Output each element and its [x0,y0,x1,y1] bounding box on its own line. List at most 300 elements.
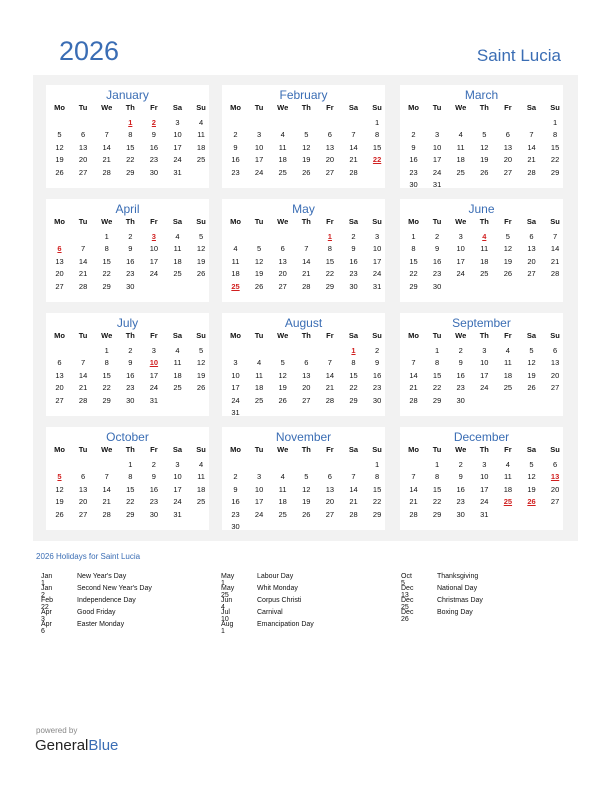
day-cell: 25 [254,395,264,405]
holiday-name: National Day [437,585,478,592]
weekday-label: We [455,103,467,112]
weekday-label: Mo [230,217,241,226]
day-cell: 23 [349,269,358,279]
day-cell: 6 [505,130,510,140]
day-cell: 1 [435,346,440,355]
day-cell: 28 [349,509,358,519]
day-cell: 22 [349,383,358,393]
holidays-title: 2026 Holidays for Saint Lucia [36,552,141,561]
day-cell: 14 [302,256,311,266]
weekday-label: We [277,445,289,454]
day-cell: 10 [254,484,264,494]
day-cell: 14 [527,142,536,152]
day-cell: 30 [409,180,418,189]
day-cell: 25 [456,167,465,177]
day-cell: 6 [304,358,309,368]
day-cell: 17 [254,497,264,507]
day-cell: 26 [55,509,64,519]
weekday-label: Th [479,217,489,226]
day-cell: 10 [254,142,264,152]
day-cell: 27 [78,167,88,177]
weekday-label: Su [550,331,560,340]
weekday-label: Fr [504,331,512,340]
day-cell: 7 [351,130,356,140]
day-cell: 23 [456,383,465,393]
weekday-label: Fr [326,331,334,340]
weekday-label: Mo [54,103,65,112]
day-cell: 14 [78,370,88,380]
day-cell: 26 [196,383,206,393]
day-cell: 7 [104,472,109,482]
day-cell: 30 [456,509,465,519]
holiday-day: 5 [57,472,62,482]
day-cell: 25 [278,167,287,177]
day-cell: 26 [55,167,64,177]
month-name: November [275,430,332,444]
day-cell: 20 [325,497,335,507]
day-cell: 19 [503,256,513,266]
weekday-label: Sa [172,331,183,340]
day-cell: 17 [149,370,159,380]
weekday-label: Su [550,103,560,112]
day-cell: 5 [280,358,285,368]
day-cell: 21 [78,383,88,393]
weekday-label: Th [301,103,311,112]
day-cell: 11 [503,358,512,368]
day-cell: 3 [482,460,487,469]
day-cell: 21 [409,383,418,393]
weekday-label: Sa [348,103,359,112]
day-cell: 9 [458,358,463,368]
day-cell: 20 [55,383,64,393]
day-cell: 18 [278,497,287,507]
day-cell: 12 [278,370,287,380]
day-cell: 21 [102,155,111,165]
weekday-label: Sa [526,217,537,226]
day-cell: 14 [409,370,418,380]
weekday-label: Th [301,217,311,226]
holiday-name: Good Friday [77,609,116,616]
day-cell: 29 [126,509,135,519]
day-cell: 16 [149,142,159,152]
day-cell: 28 [78,281,88,291]
weekday-label: Tu [78,103,88,112]
weekday-label: Sa [526,103,537,112]
logo-blue: Blue [88,737,119,754]
day-cell: 16 [149,484,159,494]
day-cell: 13 [55,256,64,266]
day-cell: 13 [78,484,88,494]
weekday-label: Tu [254,445,264,454]
day-cell: 5 [482,130,487,140]
day-cell: 18 [196,484,206,494]
day-cell: 10 [173,472,182,482]
day-cell: 17 [254,155,264,165]
day-cell: 18 [503,484,513,494]
weekday-label: Sa [348,217,359,226]
day-cell: 21 [325,383,335,393]
day-cell: 4 [257,358,262,368]
holiday-day: 1 [351,346,356,355]
weekday-label: Sa [172,217,183,226]
day-cell: 14 [349,484,358,494]
day-cell: 3 [435,130,440,140]
holiday-date: Jan 1 [41,573,53,587]
day-cell: 23 [231,167,240,177]
day-cell: 15 [372,484,382,494]
day-cell: 15 [102,256,111,266]
holiday-day: 26 [527,497,536,507]
day-cell: 18 [456,155,465,165]
day-cell: 4 [233,244,238,254]
weekday-label: Mo [408,103,419,112]
day-cell: 28 [302,281,311,291]
day-cell: 19 [55,497,64,507]
day-cell: 5 [57,130,62,140]
day-cell: 25 [503,383,513,393]
day-cell: 8 [435,472,440,482]
day-cell: 16 [126,256,135,266]
day-cell: 5 [304,130,309,140]
day-cell: 27 [78,509,88,519]
day-cell: 19 [302,155,311,165]
weekday-header [222,445,385,457]
day-cell: 24 [231,395,240,405]
weekday-label: We [101,103,113,112]
holiday-date: Dec 26 [401,609,414,623]
day-cell: 28 [550,269,560,279]
day-cell: 29 [349,395,358,405]
day-cell: 24 [372,269,382,279]
day-cell: 13 [325,142,335,152]
day-cell: 11 [231,256,240,266]
weekday-label: Tu [254,217,264,226]
day-cell: 8 [435,358,440,368]
day-cell: 25 [196,155,206,165]
day-cell: 24 [149,383,159,393]
day-cell: 27 [302,395,311,405]
day-cell: 1 [128,460,133,469]
holiday-date: Dec 13 [401,585,414,599]
day-cell: 27 [55,395,64,405]
day-cell: 1 [104,346,109,355]
day-cell: 14 [409,484,418,494]
holiday-name: Boxing Day [437,609,473,616]
day-cell: 19 [55,155,64,165]
day-cell: 12 [527,358,536,368]
weekday-header [222,103,385,115]
day-cell: 11 [480,244,489,254]
day-cell: 3 [458,232,463,241]
weekday-label: Su [372,331,382,340]
day-cell: 15 [126,142,135,152]
day-cell: 29 [102,281,111,291]
day-cell: 23 [231,509,240,519]
weekday-label: Tu [432,445,442,454]
month-name: June [468,202,495,216]
day-cell: 5 [257,244,262,254]
day-cell: 31 [149,395,159,405]
month-name: February [279,88,328,102]
day-cell: 12 [196,358,206,368]
weekday-header [400,103,563,115]
day-cell: 26 [302,509,311,519]
weekday-label: We [101,445,113,454]
day-cell: 30 [349,281,358,291]
day-cell: 19 [278,383,287,393]
day-cell: 14 [78,256,88,266]
day-cell: 29 [432,395,442,405]
day-cell: 30 [149,509,159,519]
day-cell: 15 [349,370,358,380]
day-cell: 10 [173,130,182,140]
month-name: August [284,316,323,330]
day-cell: 22 [550,155,560,165]
day-cell: 5 [199,232,204,241]
day-cell: 19 [527,370,536,380]
day-cell: 25 [173,269,182,279]
day-cell: 27 [550,497,560,507]
day-cell: 28 [527,167,536,177]
month-june [400,199,563,302]
day-cell: 5 [529,460,534,469]
day-cell: 19 [527,484,536,494]
day-cell: 19 [302,497,311,507]
day-cell: 28 [409,509,418,519]
weekday-label: Fr [150,217,158,226]
weekday-label: Mo [54,445,65,454]
day-cell: 15 [102,370,111,380]
weekday-label: Tu [78,445,88,454]
weekday-label: Sa [348,445,359,454]
day-cell: 28 [102,509,111,519]
weekday-header [46,445,209,457]
day-cell: 23 [126,383,135,393]
day-cell: 21 [409,497,418,507]
day-cell: 22 [126,497,135,507]
day-cell: 11 [456,142,465,152]
day-cell: 1 [375,460,380,469]
month-april [46,199,209,302]
day-cell: 31 [231,408,240,417]
holiday-name: Christmas Day [437,597,483,604]
weekday-label: Fr [504,445,512,454]
day-cell: 28 [102,167,111,177]
holiday-name: Thanksgiving [437,573,479,580]
day-cell: 2 [411,130,416,140]
month-name: October [106,430,149,444]
month-name: April [115,202,140,216]
day-cell: 20 [325,155,335,165]
day-cell: 25 [480,269,489,279]
weekday-label: Su [372,103,382,112]
day-cell: 23 [149,497,159,507]
holiday-date: Aug 1 [221,621,234,635]
month-july [46,313,209,416]
holiday-name: Easter Monday [77,621,125,628]
day-cell: 6 [529,232,534,241]
day-cell: 31 [173,167,182,177]
day-cell: 2 [435,232,440,241]
day-cell: 10 [480,472,489,482]
day-cell: 17 [456,256,465,266]
day-cell: 20 [550,484,560,494]
month-november [222,427,385,530]
month-december [400,427,563,530]
holiday-day: 25 [503,497,513,507]
holiday-date: Apr 3 [41,609,52,623]
day-cell: 22 [325,269,335,279]
day-cell: 21 [102,497,111,507]
day-cell: 24 [456,269,465,279]
day-cell: 30 [372,395,382,405]
day-cell: 19 [196,256,206,266]
day-cell: 28 [349,167,358,177]
weekday-header [400,331,563,343]
holiday-date: Oct 5 [401,573,412,587]
day-cell: 5 [529,346,534,355]
day-cell: 18 [503,370,513,380]
weekday-label: Tu [432,103,442,112]
holiday-name: New Year's Day [77,573,127,580]
day-cell: 4 [280,130,285,140]
day-cell: 17 [173,484,182,494]
day-cell: 12 [480,142,489,152]
weekday-label: Mo [54,217,65,226]
weekday-label: We [101,217,113,226]
day-cell: 21 [302,269,311,279]
day-cell: 4 [505,346,510,355]
day-cell: 7 [304,244,309,254]
weekday-label: Sa [526,331,537,340]
day-cell: 9 [458,472,463,482]
day-cell: 28 [78,395,88,405]
day-cell: 27 [503,167,513,177]
day-cell: 2 [458,460,463,469]
day-cell: 9 [151,472,156,482]
day-cell: 18 [278,155,287,165]
day-cell: 6 [81,130,86,140]
day-cell: 15 [409,256,418,266]
day-cell: 13 [325,484,335,494]
weekday-label: Fr [504,103,512,112]
day-cell: 23 [432,269,442,279]
weekday-label: We [277,331,289,340]
day-cell: 13 [55,370,64,380]
day-cell: 2 [458,346,463,355]
day-cell: 10 [231,370,240,380]
day-cell: 6 [553,460,558,469]
day-cell: 1 [553,118,558,127]
day-cell: 22 [372,497,382,507]
weekday-header [46,103,209,115]
month-february [222,85,385,188]
day-cell: 21 [349,155,358,165]
day-cell: 10 [480,358,489,368]
day-cell: 20 [78,155,88,165]
day-cell: 7 [81,244,86,254]
day-cell: 24 [432,167,442,177]
day-cell: 30 [432,281,442,291]
day-cell: 16 [372,370,382,380]
weekday-label: Su [550,217,560,226]
day-cell: 29 [409,281,418,291]
day-cell: 18 [196,142,206,152]
day-cell: 15 [372,142,382,152]
day-cell: 21 [78,269,88,279]
day-cell: 22 [126,155,135,165]
day-cell: 9 [351,244,356,254]
day-cell: 9 [435,244,440,254]
day-cell: 13 [278,256,287,266]
weekday-label: Su [196,331,206,340]
weekday-label: Tu [432,217,442,226]
day-cell: 8 [327,244,332,254]
day-cell: 26 [302,167,311,177]
day-cell: 11 [173,358,182,368]
weekday-label: Fr [326,103,334,112]
day-cell: 12 [254,256,264,266]
holiday-day: 13 [550,472,560,482]
generalblue-logo[interactable] [35,737,118,754]
day-cell: 26 [480,167,489,177]
weekday-header [46,217,209,229]
weekday-label: Fr [326,217,334,226]
day-cell: 10 [149,244,159,254]
day-cell: 15 [432,484,442,494]
holiday-date: Apr 6 [41,621,52,635]
holiday-date: May 1 [221,573,235,587]
day-cell: 27 [527,269,536,279]
day-cell: 2 [128,232,133,241]
weekday-label: Su [372,217,382,226]
day-cell: 23 [409,167,418,177]
day-cell: 1 [104,232,109,241]
day-cell: 24 [173,155,182,165]
day-cell: 4 [280,472,285,482]
weekday-label: Mo [230,445,241,454]
powered-by-text: powered by [36,726,78,735]
day-cell: 3 [257,130,262,140]
day-cell: 6 [280,244,285,254]
month-name: May [292,202,315,216]
month-august [222,313,385,416]
holiday-day: 2 [151,118,156,127]
day-cell: 14 [102,142,111,152]
day-cell: 27 [278,281,287,291]
day-cell: 22 [432,497,442,507]
day-cell: 23 [372,383,382,393]
day-cell: 3 [482,346,487,355]
day-cell: 26 [254,281,264,291]
day-cell: 11 [255,370,263,380]
year-title: 2026 [59,36,120,66]
holiday-day: 22 [372,155,382,165]
holiday-name: Labour Day [257,573,294,580]
day-cell: 7 [529,130,534,140]
day-cell: 9 [128,358,133,368]
day-cell: 16 [231,497,240,507]
month-name: July [116,316,139,330]
day-cell: 8 [375,472,380,482]
day-cell: 11 [503,472,512,482]
month-name: December [453,430,510,444]
day-cell: 12 [302,484,311,494]
day-cell: 3 [233,358,238,368]
day-cell: 24 [173,497,182,507]
holiday-date: Jul 10 [221,609,230,623]
day-cell: 18 [231,269,240,279]
